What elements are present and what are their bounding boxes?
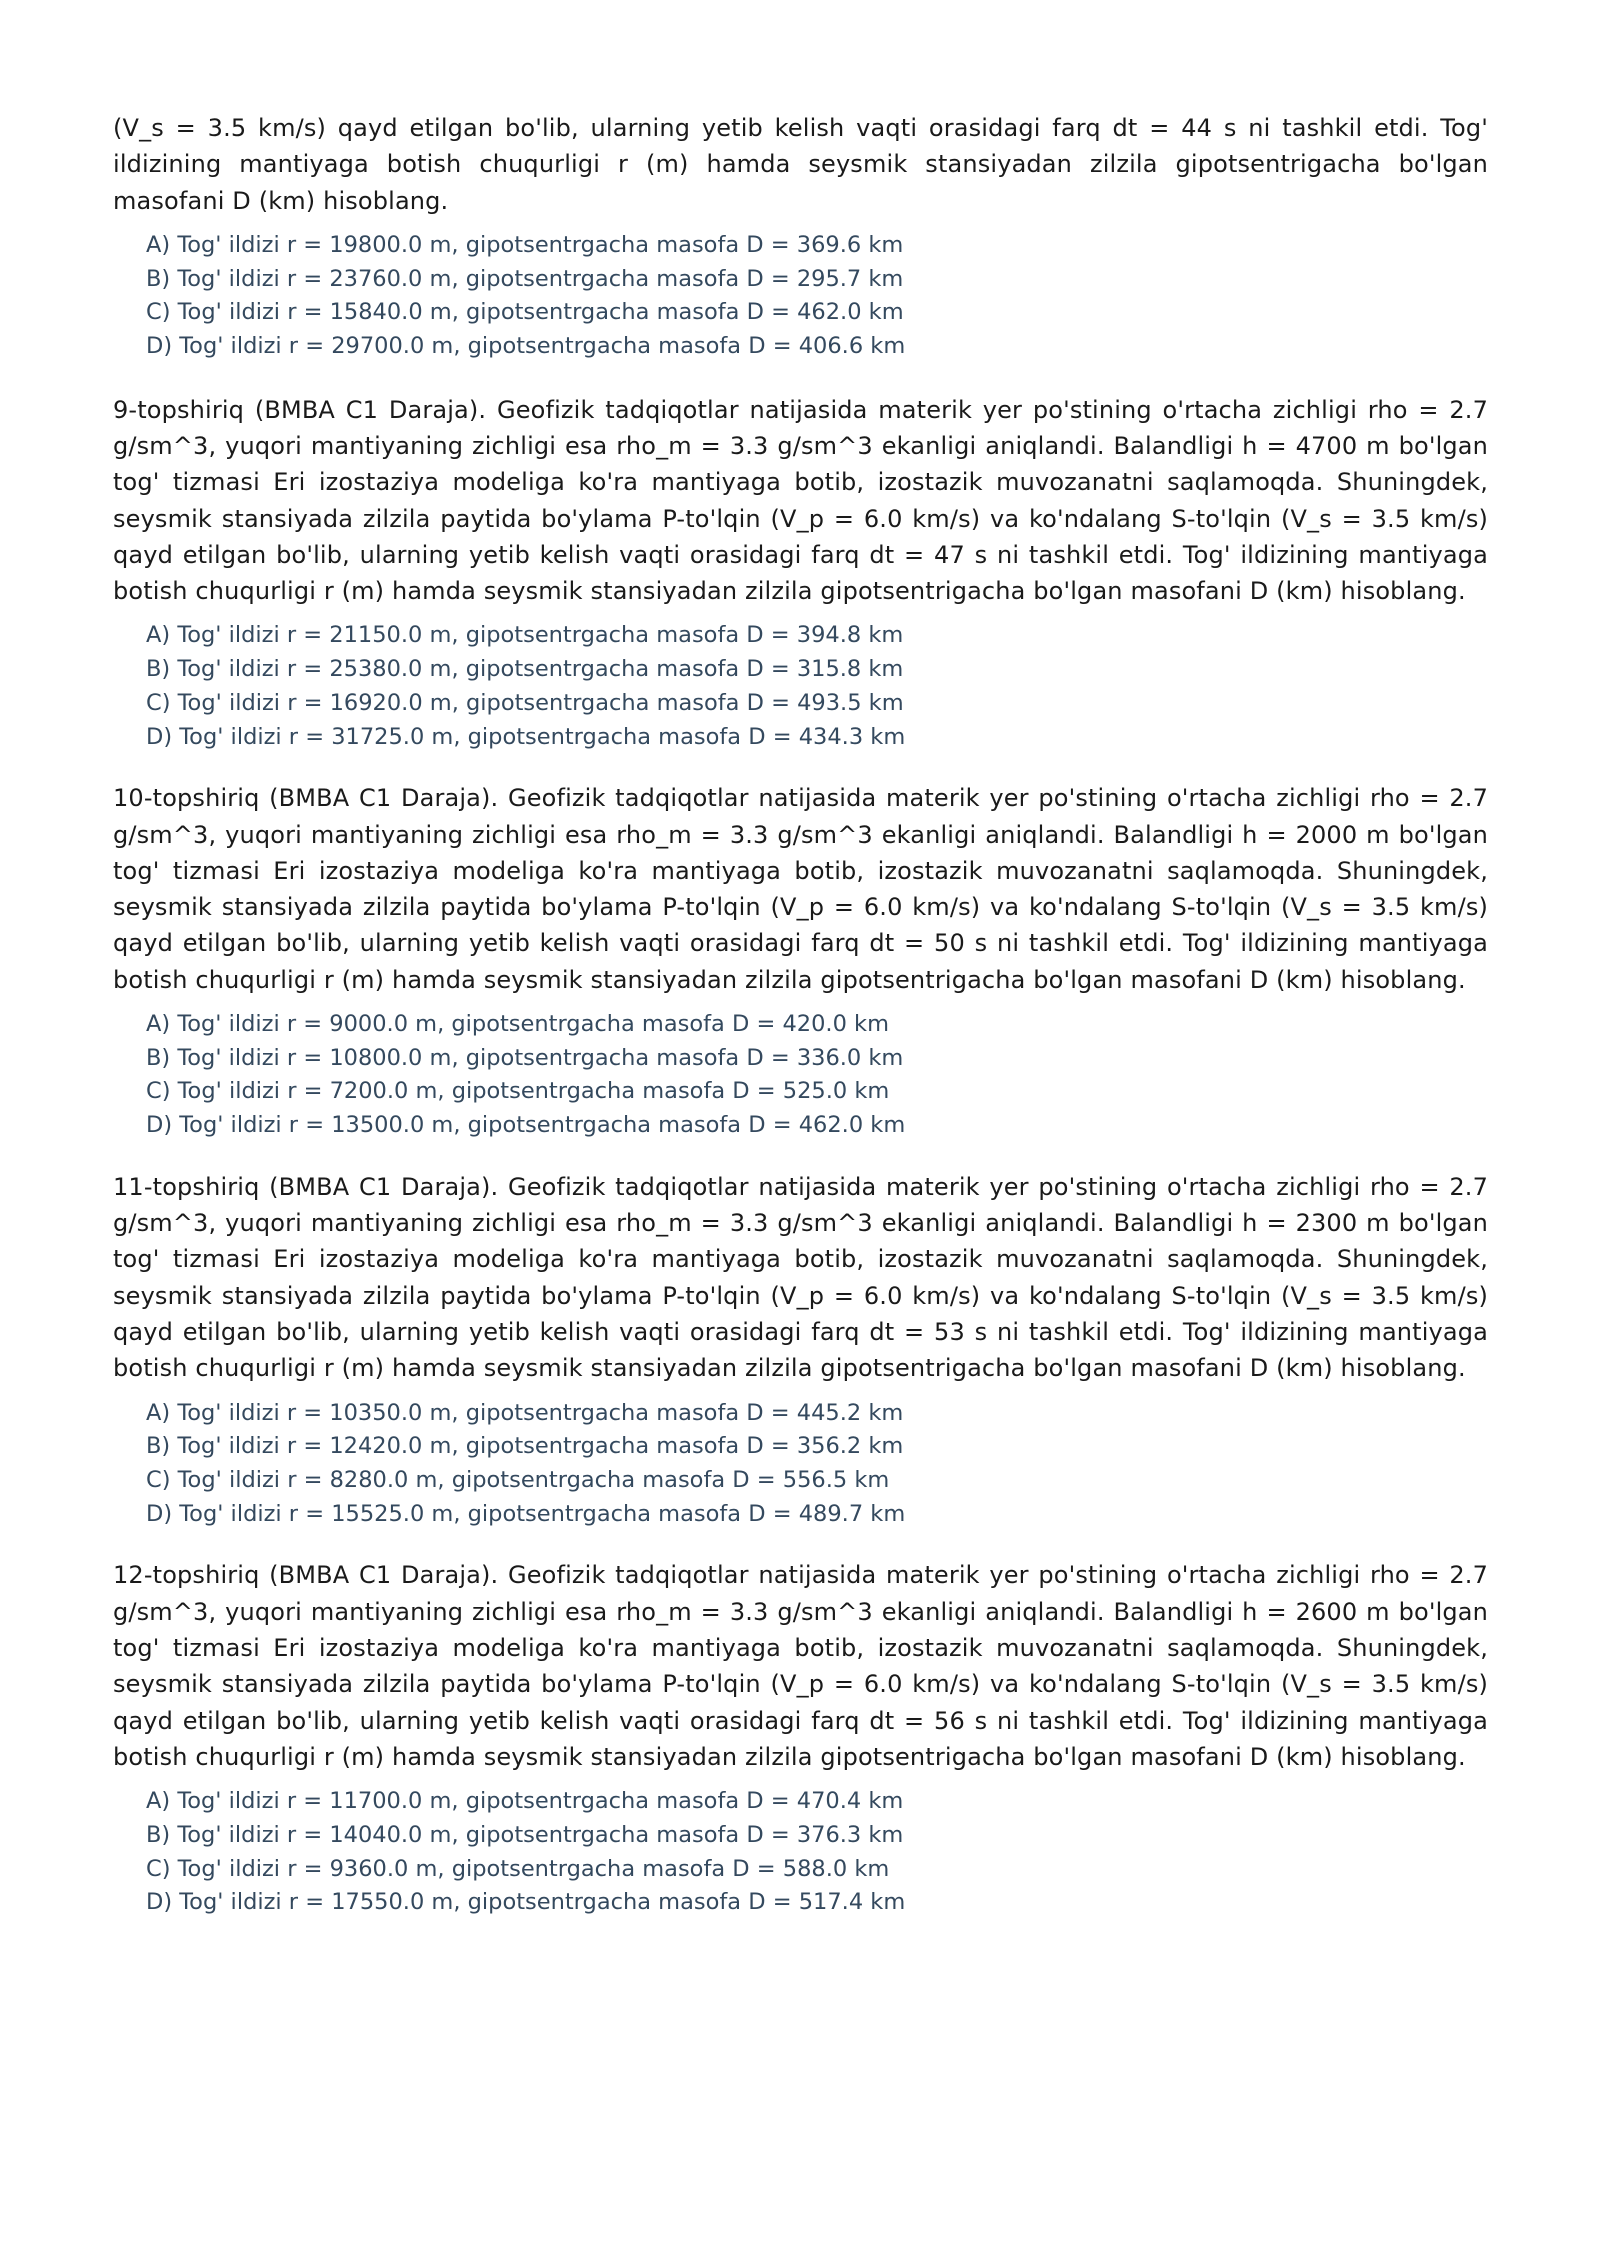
question-stem: 9-topshiriq (BMBA C1 Daraja). Geofizik tadqiqotlar natijasida materik yer po'stining o'rtacha zichligi rho = 2.7 g/sm^3, yuqori mantiyaning zichligi esa rho_m = 3.3 g/sm^3 ekanligi aniqlandi. Balandligi h = 4700 m bo'lgan tog' tizmasi Eri izostaziya modeliga ko'ra mantiyaga botib, izostazik muvozanatni saqlamoqda. Shuningdek, seysmik stansiyada zilzila paytida bo'ylama P-to'lqin (V_p = 6.0 km/s) va ko'ndalang S-to'lqin (V_s = 3.5 km/s) qayd etilgan bo'lib, ularning yetib kelish vaqti orasidagi farq dt = 47 s ni tashkil etdi. Tog' ildizining mantiyaga botish chuqurligi r (m) hamda seysmik stansiyadan zilzila gipotsentrigacha bo'lgan masofani D (km) hisoblang. (113, 395, 1488, 606)
answer-option-c: C) Tog' ildizi r = 7200.0 m, gipotsentrgacha masofa D = 525.0 km (146, 1078, 890, 1105)
answer-options (146, 619, 1488, 754)
answer-options (146, 1397, 1488, 1532)
answer-option-a: A) Tog' ildizi r = 11700.0 m, gipotsentrgacha masofa D = 470.4 km (146, 1788, 904, 1815)
answer-option-c: C) Tog' ildizi r = 9360.0 m, gipotsentrgacha masofa D = 588.0 km (146, 1855, 890, 1882)
page-content (113, 110, 1488, 1946)
answer-option-b: B) Tog' ildizi r = 14040.0 m, gipotsentrgacha masofa D = 376.3 km (146, 1821, 904, 1848)
answer-option-c: C) Tog' ildizi r = 15840.0 m, gipotsentrgacha masofa D = 462.0 km (146, 299, 904, 326)
answer-option-b: B) Tog' ildizi r = 12420.0 m, gipotsentrgacha masofa D = 356.2 km (146, 1433, 904, 1460)
question-stem: 10-topshiriq (BMBA C1 Daraja). Geofizik tadqiqotlar natijasida materik yer po'stining o'rtacha zichligi rho = 2.7 g/sm^3, yuqori mantiyaning zichligi esa rho_m = 3.3 g/sm^3 ekanligi aniqlandi. Balandligi h = 2000 m bo'lgan tog' tizmasi Eri izostaziya modeliga ko'ra mantiyaga botib, izostazik muvozanatni saqlamoqda. Shuningdek, seysmik stansiyada zilzila paytida bo'ylama P-to'lqin (V_p = 6.0 km/s) va ko'ndalang S-to'lqin (V_s = 3.5 km/s) qayd etilgan bo'lib, ularning yetib kelish vaqti orasidagi farq dt = 50 s ni tashkil etdi. Tog' ildizining mantiyaga botish chuqurligi r (m) hamda seysmik stansiyadan zilzila gipotsentrigacha bo'lgan masofani D (km) hisoblang. (113, 784, 1488, 994)
question-stem: 12-topshiriq (BMBA C1 Daraja). Geofizik tadqiqotlar natijasida materik yer po'stining o'rtacha zichligi rho = 2.7 g/sm^3, yuqori mantiyaning zichligi esa rho_m = 3.3 g/sm^3 ekanligi aniqlandi. Balandligi h = 2600 m bo'lgan tog' tizmasi Eri izostaziya modeliga ko'ra mantiyaga botib, izostazik muvozanatni saqlamoqda. Shuningdek, seysmik stansiyada zilzila paytida bo'ylama P-to'lqin (V_p = 6.0 km/s) va ko'ndalang S-to'lqin (V_s = 3.5 km/s) qayd etilgan bo'lib, ularning yetib kelish vaqti orasidagi farq dt = 56 s ni tashkil etdi. Tog' ildizining mantiyaga botish chuqurligi r (m) hamda seysmik stansiyadan zilzila gipotsentrigacha bo'lgan masofani D (km) hisoblang. (113, 1561, 1488, 1771)
answer-options (146, 1008, 1488, 1143)
answer-option-d: D) Tog' ildizi r = 29700.0 m, gipotsentrgacha masofa D = 406.6 km (146, 333, 906, 359)
question-block (113, 1557, 1488, 1920)
answer-option-b: B) Tog' ildizi r = 25380.0 m, gipotsentrgacha masofa D = 315.8 km (146, 656, 904, 683)
answer-option-d: D) Tog' ildizi r = 15525.0 m, gipotsentrgacha masofa D = 489.7 km (146, 1500, 906, 1527)
answer-options (146, 229, 1488, 364)
answer-option-d: D) Tog' ildizi r = 13500.0 m, gipotsentrgacha masofa D = 462.0 km (146, 1112, 906, 1139)
answer-option-a: A) Tog' ildizi r = 21150.0 m, gipotsentrgacha masofa D = 394.8 km (146, 622, 904, 649)
question-block (113, 110, 1488, 364)
question-block (113, 1169, 1488, 1532)
answer-option-d: D) Tog' ildizi r = 31725.0 m, gipotsentrgacha masofa D = 434.3 km (146, 723, 906, 750)
answer-option-a: A) Tog' ildizi r = 19800.0 m, gipotsentrgacha masofa D = 369.6 km (146, 231, 904, 258)
answer-option-c: C) Tog' ildizi r = 8280.0 m, gipotsentrgacha masofa D = 556.5 km (146, 1467, 890, 1494)
answer-option-a: A) Tog' ildizi r = 9000.0 m, gipotsentrgacha masofa D = 420.0 km (146, 1011, 889, 1038)
question-stem: 11-topshiriq (BMBA C1 Daraja). Geofizik tadqiqotlar natijasida materik yer po'stining o'rtacha zichligi rho = 2.7 g/sm^3, yuqori mantiyaning zichligi esa rho_m = 3.3 g/sm^3 ekanligi aniqlandi. Balandligi h = 2300 m bo'lgan tog' tizmasi Eri izostaziya modeliga ko'ra mantiyaga botib, izostazik muvozanatni saqlamoqda. Shuningdek, seysmik stansiyada zilzila paytida bo'ylama P-to'lqin (V_p = 6.0 km/s) va ko'ndalang S-to'lqin (V_s = 3.5 km/s) qayd etilgan bo'lib, ularning yetib kelish vaqti orasidagi farq dt = 53 s ni tashkil etdi. Tog' ildizining mantiyaga botish chuqurligi r (m) hamda seysmik stansiyadan zilzila gipotsentrigacha bo'lgan masofani D (km) hisoblang. (113, 1172, 1488, 1383)
answer-option-a: A) Tog' ildizi r = 10350.0 m, gipotsentrgacha masofa D = 445.2 km (146, 1399, 904, 1426)
question-block (113, 780, 1488, 1143)
answer-option-c: C) Tog' ildizi r = 16920.0 m, gipotsentrgacha masofa D = 493.5 km (146, 689, 904, 716)
question-stem: (V_s = 3.5 km/s) qayd etilgan bo'lib, ularning yetib kelish vaqti orasidagi farq dt = 44 s ni tashkil etdi. Tog' ildizining mantiyaga botish chuqurligi r (m) hamda seysmik stansiyadan zilzila gipotsentrigacha bo'lgan masofani D (km) hisoblang. (113, 114, 1488, 215)
answer-options (146, 1785, 1488, 1920)
question-block (113, 392, 1488, 755)
answer-option-d: D) Tog' ildizi r = 17550.0 m, gipotsentrgacha masofa D = 517.4 km (146, 1889, 906, 1916)
answer-option-b: B) Tog' ildizi r = 10800.0 m, gipotsentrgacha masofa D = 336.0 km (146, 1044, 904, 1071)
answer-option-b: B) Tog' ildizi r = 23760.0 m, gipotsentrgacha masofa D = 295.7 km (146, 265, 904, 292)
